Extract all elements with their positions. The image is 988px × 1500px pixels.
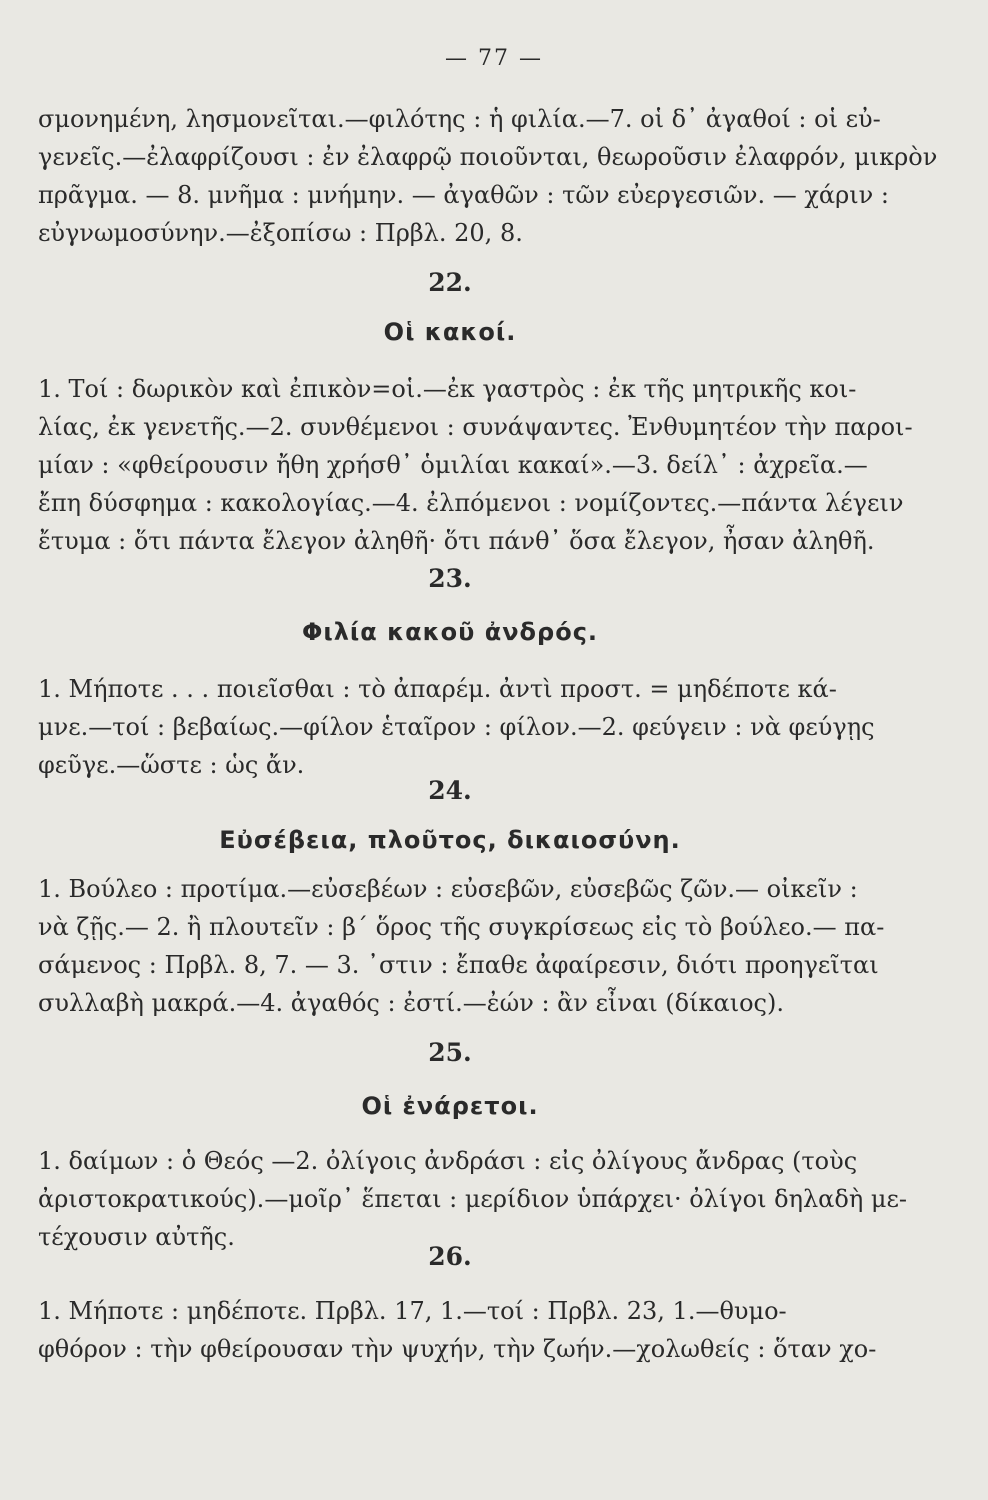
- text-line: μνε.—τοί : βεβαίως.—φίλον ἑταῖρον : φίλον.—2. φεύγειν : νὰ φεύγῃς: [38, 713, 875, 741]
- text-line: γενεῖς.—ἐλαφρίζουσι : ἐν ἐλαφρῷ ποιοῦνται, θεωροῦσιν ἐλαφρόν, μικρὸν: [38, 143, 938, 171]
- text-line: εὐγνωμοσύνην.—ἐξοπίσω : Πρβλ. 20, 8.: [38, 219, 523, 247]
- text-line: νὰ ζῇς.— 2. ἢ πλουτεῖν : β´ ὅρος τῆς συγκρίσεως εἰς τὸ βούλεο.— πα-: [38, 913, 885, 941]
- text-line: φεῦγε.—ὥστε : ὡς ἄν.: [38, 751, 305, 779]
- text-line: σμονημένη, λησμονεῖται.—φιλότης : ἡ φιλία.—7. οἱ δ᾽ ἀγαθοί : οἱ εὐ-: [38, 105, 881, 133]
- intro-paragraph: [38, 100, 938, 252]
- text-line: σάμενος : Πρβλ. 8, 7. — 3. ᾽στιν : ἔπαθε ἀφαίρεσιν, διότι προηγεῖται: [38, 951, 879, 979]
- text-line: λίας, ἐκ γενετῆς.—2. συνθέμενοι : συνάψαντες. Ἐνθυμητέον τὴν παροι-: [38, 413, 913, 441]
- text-line: ἔπη δύσφημα : κακολογίας.—4. ἐλπόμενοι : νομίζοντες.—πάντα λέγειν: [38, 489, 904, 517]
- text-line: ἔτυμα : ὅτι πάντα ἔλεγον ἀληθῆ· ὅτι πάνθ᾽ ὅσα ἔλεγον, ἦσαν ἀληθῆ.: [38, 527, 875, 555]
- section-body-25: [38, 1142, 907, 1256]
- text-line: τέχουσιν αὐτῆς.: [38, 1223, 235, 1251]
- section-number-24: 24.: [428, 776, 472, 805]
- text-line: 1. Μήποτε . . . ποιεῖσθαι : τὸ ἀπαρέμ. ἀντὶ προστ. = μηδέποτε κά-: [38, 675, 837, 703]
- section-number-25: 25.: [428, 1038, 472, 1067]
- text-line: 1. δαίμων : ὁ Θεός —2. ὀλίγοις ἀνδράσι : εἰς ὀλίγους ἄνδρας (τοὺς: [38, 1147, 858, 1175]
- text-line: πρᾶγμα. — 8. μνῆμα : μνήμην. — ἀγαθῶν : τῶν εὐεργεσιῶν. — χάριν :: [38, 181, 889, 209]
- text-line: φθόρον : τὴν φθείρουσαν τὴν ψυχήν, τὴν ζωήν.—χολωθείς : ὅταν χο-: [38, 1335, 877, 1363]
- text-line: ἀριστοκρατικούς).—μοῖρ᾽ ἕπεται : μερίδιον ὑπάρχει· ὀλίγοι δηλαδὴ με-: [38, 1185, 907, 1213]
- section-title-25: Οἱ ἐνάρετοι.: [361, 1092, 539, 1120]
- text-line: συλλαβὴ μακρά.—4. ἀγαθός : ἐστί.—ἐών : ἂν εἶναι (δίκαιος).: [38, 989, 784, 1017]
- text-line: 1. Τοί : δωρικὸν καὶ ἐπικὸν=οἱ.—ἐκ γαστρὸς : ἐκ τῆς μητρικῆς κοι-: [38, 375, 857, 403]
- section-number-26: 26.: [428, 1242, 472, 1271]
- page-number: — 77 —: [445, 46, 543, 71]
- section-body-26: [38, 1292, 877, 1368]
- text-line: 1. Μήποτε : μηδέποτε. Πρβλ. 17, 1.—τοί : Πρβλ. 23, 1.—θυμο-: [38, 1297, 787, 1325]
- section-body-24: [38, 870, 885, 1022]
- section-body-22: [38, 370, 913, 560]
- section-title-24: Εὐσέβεια, πλοῦτος, δικαιοσύνη.: [219, 826, 681, 854]
- section-number-22: 22.: [428, 268, 472, 297]
- section-title-23: Φιλία κακοῦ ἀνδρός.: [301, 618, 599, 646]
- text-line: μίαν : «φθείρουσιν ἤθη χρήσθ᾽ ὁμιλίαι κακαί».—3. δείλ᾽ : ἀχρεῖα.—: [38, 451, 868, 479]
- text-line: 1. Βούλεο : προτίμα.—εὐσεβέων : εὐσεβῶν, εὐσεβῶς ζῶν.— οἰκεῖν :: [38, 875, 858, 903]
- section-title-22: Οἱ κακοί.: [383, 318, 517, 346]
- section-number-23: 23.: [428, 564, 472, 593]
- section-body-23: [38, 670, 875, 784]
